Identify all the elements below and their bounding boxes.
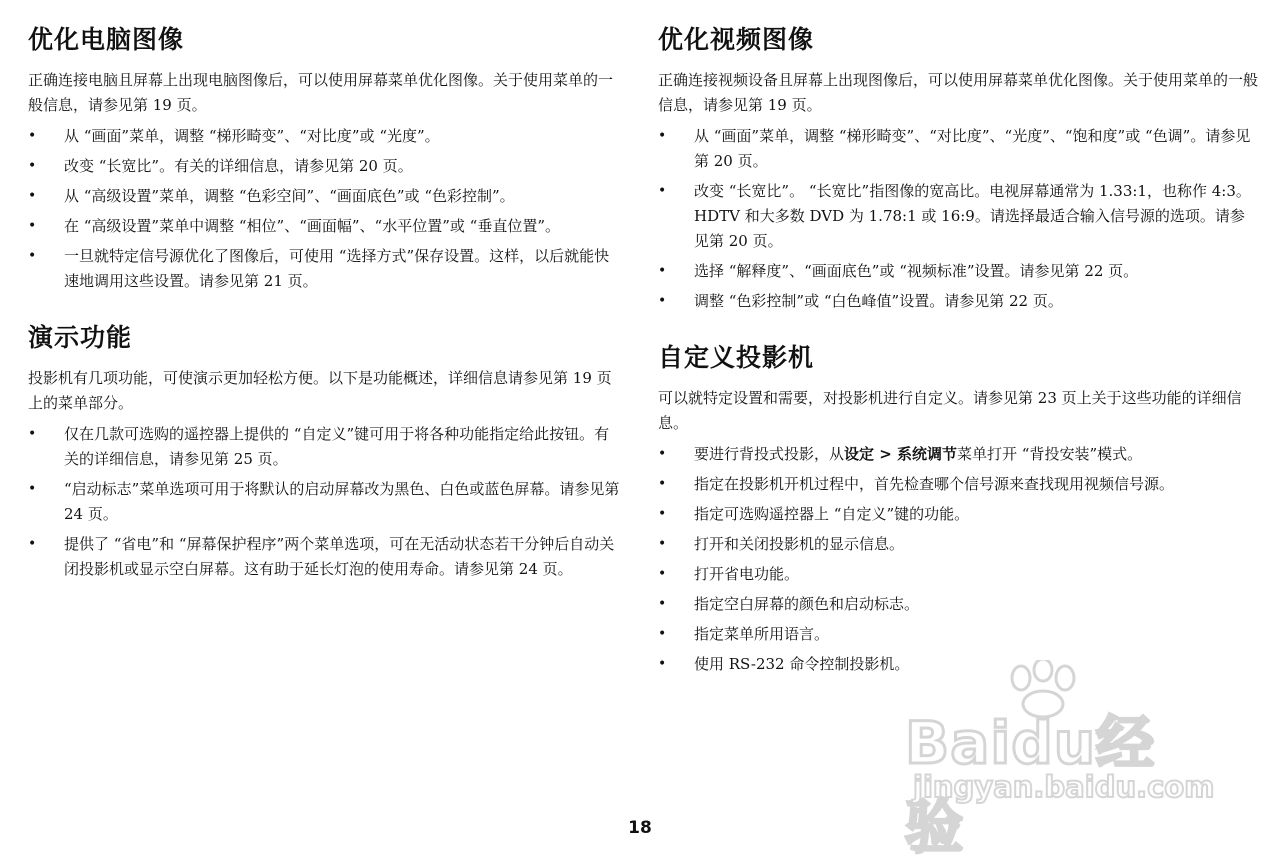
list-item <box>28 154 624 179</box>
list-item <box>28 124 624 149</box>
bullet-icon: • <box>28 248 37 264</box>
list-item <box>658 442 1258 467</box>
section-intro: 正确连接视频设备且屏幕上出现图像后，可以使用屏幕菜单优化图像。关于使用菜单的一般信息，请参见第 19 页。 <box>658 71 1259 114</box>
list-item-text-pre: 要进行背投式投影，从 <box>694 445 845 463</box>
bullet-list <box>658 124 1258 314</box>
left-column <box>28 22 624 608</box>
bullet-icon: • <box>658 626 667 642</box>
bullet-icon: • <box>28 158 37 174</box>
list-item <box>28 214 624 239</box>
bullet-icon: • <box>658 263 667 279</box>
list-item-text: “启动标志”菜单选项可用于将默认的启动屏幕改为黑色、白色或蓝色屏幕。请参见第 24 页。 <box>64 480 620 523</box>
list-item-text: 从 “画面”菜单，调整 “梯形畸变”、“对比度”、“光度”、“饱和度”或 “色调”。请参见第 20 页。 <box>694 127 1251 170</box>
list-item-text: 仅在几款可选购的遥控器上提供的 “自定义”键可用于将各种功能指定给此按钮。有关的详细信息，请参见第 25 页。 <box>64 425 610 468</box>
list-item <box>658 124 1258 174</box>
section-optimize-pc-image <box>28 22 624 294</box>
bullet-icon: • <box>658 536 667 552</box>
list-item-text: 在 “高级设置”菜单中调整 “相位”、“画面幅”、“水平位置”或 “垂直位置”。 <box>64 217 560 235</box>
list-item-text: 选择 “解释度”、“画面底色”或 “视频标准”设置。请参见第 22 页。 <box>694 262 1139 280</box>
list-item-text: 打开和关闭投影机的显示信息。 <box>694 535 905 553</box>
list-item <box>658 289 1258 314</box>
section-heading: 优化电脑图像 <box>28 25 185 54</box>
section-intro: 正确连接电脑且屏幕上出现电脑图像后，可以使用屏幕菜单优化图像。关于使用菜单的一般信息，请参见第 19 页。 <box>28 71 614 114</box>
list-item-text: 指定空白屏幕的颜色和启动标志。 <box>694 595 920 613</box>
bullet-icon: • <box>658 566 667 582</box>
section-presentation-features <box>28 320 624 582</box>
watermark-url: jingyan.baidu.com <box>913 770 1215 804</box>
list-item <box>28 477 624 527</box>
section-heading: 优化视频图像 <box>658 25 815 54</box>
bullet-icon: • <box>658 128 667 144</box>
bullet-icon: • <box>658 596 667 612</box>
list-item-text: 指定菜单所用语言。 <box>694 625 830 643</box>
list-item <box>658 622 1258 647</box>
list-item-text: 调整 “色彩控制”或 “白色峰值”设置。请参见第 22 页。 <box>694 292 1063 310</box>
bullet-list <box>28 124 624 294</box>
menu-path-bold: 设定 > 系统调节 <box>844 445 958 463</box>
list-item <box>28 244 624 294</box>
bullet-icon: • <box>28 188 37 204</box>
list-item <box>658 472 1258 497</box>
section-intro: 可以就特定设置和需要，对投影机进行自定义。请参见第 23 页上关于这些功能的详细信息。 <box>658 389 1242 432</box>
watermark-brand: Baidu经验 <box>905 709 1156 861</box>
list-item-text: 打开省电功能。 <box>694 565 800 583</box>
list-item-text: 从 “高级设置”菜单，调整 “色彩空间”、“画面底色”或 “色彩控制”。 <box>64 187 515 205</box>
list-item <box>28 184 624 209</box>
bullet-icon: • <box>28 426 37 442</box>
list-item-text: 改变 “长宽比”。 “长宽比”指图像的宽高比。电视屏幕通常为 1.33:1，也称作 4:3。 HDTV 和大多数 DVD 为 1.78:1 或 16:9。请选择最适合输入信号源的选项。请参见第 20 页。 <box>694 182 1251 250</box>
list-item-text: 提供了 “省电”和 “屏幕保护程序”两个菜单选项，可在无活动状态若干分钟后自动关闭投影机或显示空白屏幕。这有助于延长灯泡的使用寿命。请参见第 24 页。 <box>64 535 615 578</box>
list-item <box>658 532 1258 557</box>
list-item-text: 指定在投影机开机过程中，首先检查哪个信号源来查找现用视频信号源。 <box>694 475 1175 493</box>
list-item-text: 一旦就特定信号源优化了图像后，可使用 “选择方式”保存设置。这样，以后就能快速地调用这些设置。请参见第 21 页。 <box>64 247 610 290</box>
bullet-icon: • <box>658 446 667 462</box>
list-item <box>658 562 1258 587</box>
list-item-text: 指定可选购遥控器上 “自定义”键的功能。 <box>694 505 970 523</box>
bullet-icon: • <box>28 481 37 497</box>
list-item <box>658 179 1258 254</box>
section-customize-projector <box>658 340 1258 677</box>
list-item-text: 改变 “长宽比”。有关的详细信息，请参见第 20 页。 <box>64 157 413 175</box>
right-column <box>658 22 1258 703</box>
bullet-icon: • <box>28 536 37 552</box>
bullet-list <box>658 442 1258 677</box>
list-item <box>658 259 1258 284</box>
list-item <box>658 652 1258 677</box>
section-heading: 自定义投影机 <box>658 343 815 372</box>
list-item <box>658 502 1258 527</box>
bullet-list <box>28 422 624 582</box>
section-intro: 投影机有几项功能，可使演示更加轻松方便。以下是功能概述，详细信息请参见第 19 页上的菜单部分。 <box>28 369 612 412</box>
bullet-icon: • <box>28 128 37 144</box>
list-item-text: 使用 RS-232 命令控制投影机。 <box>694 655 910 673</box>
section-heading: 演示功能 <box>28 323 133 352</box>
bullet-icon: • <box>658 293 667 309</box>
list-item-text: 从 “画面”菜单，调整 “梯形畸变”、“对比度”或 “光度”。 <box>64 127 440 145</box>
list-item-text-post: 菜单打开 “背投安装”模式。 <box>957 445 1143 463</box>
page-number: 18 <box>628 818 652 838</box>
list-item <box>28 532 624 582</box>
list-item <box>658 592 1258 617</box>
bullet-icon: • <box>658 506 667 522</box>
bullet-icon: • <box>28 218 37 234</box>
bullet-icon: • <box>658 183 667 199</box>
section-optimize-video-image <box>658 22 1258 314</box>
bullet-icon: • <box>658 476 667 492</box>
list-item <box>28 422 624 472</box>
bullet-icon: • <box>658 656 667 672</box>
